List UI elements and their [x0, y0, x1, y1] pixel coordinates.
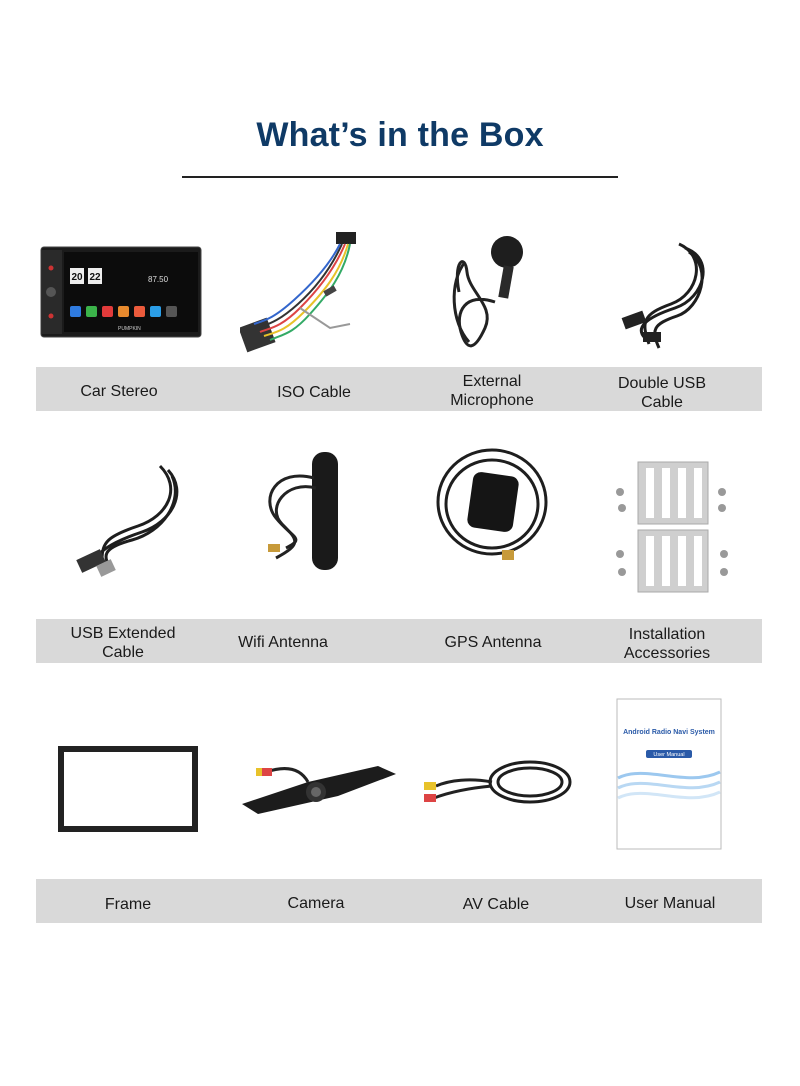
- frame-image: [58, 746, 198, 832]
- clock-minutes: 22: [89, 272, 101, 283]
- double-usb-cable-image: [615, 238, 715, 352]
- label-installation-accessories: Installation Accessories: [623, 626, 711, 662]
- usb-extended-cable-image: [72, 462, 188, 578]
- label-external-microphone: External Microphone: [450, 373, 534, 409]
- label-double-usb-cable: Double USB Cable: [617, 375, 707, 411]
- label-frame: Frame: [104, 896, 152, 913]
- microphone-image: [445, 232, 535, 352]
- label-wifi-antenna: Wifi Antenna: [238, 634, 328, 651]
- camera-image: [238, 752, 402, 820]
- gps-antenna-image: [432, 446, 552, 570]
- title-underline: [182, 176, 618, 178]
- label-av-cable: AV Cable: [462, 896, 530, 913]
- user-manual-image: [616, 698, 722, 850]
- label-car-stereo: Car Stereo: [80, 383, 158, 400]
- manual-badge: User Manual: [653, 752, 685, 758]
- label-usb-extended-cable: USB Extended Cable: [70, 625, 176, 661]
- wifi-antenna-image: [256, 448, 352, 576]
- car-stereo-image: [40, 246, 202, 338]
- label-camera: Camera: [287, 895, 345, 912]
- stereo-brand: PUMPKIN: [118, 326, 141, 332]
- av-cable-image: [420, 752, 576, 812]
- radio-frequency: 87.50: [148, 275, 169, 284]
- installation-accessories-image: [610, 460, 734, 598]
- iso-cable-image: [240, 228, 370, 358]
- manual-heading: Android Radio Navi System: [623, 729, 715, 736]
- page-title: What’s in the Box: [256, 116, 544, 154]
- label-user-manual: User Manual: [624, 895, 716, 912]
- label-iso-cable: ISO Cable: [277, 384, 351, 401]
- clock-hours: 20: [71, 272, 83, 283]
- label-gps-antenna: GPS Antenna: [444, 634, 542, 651]
